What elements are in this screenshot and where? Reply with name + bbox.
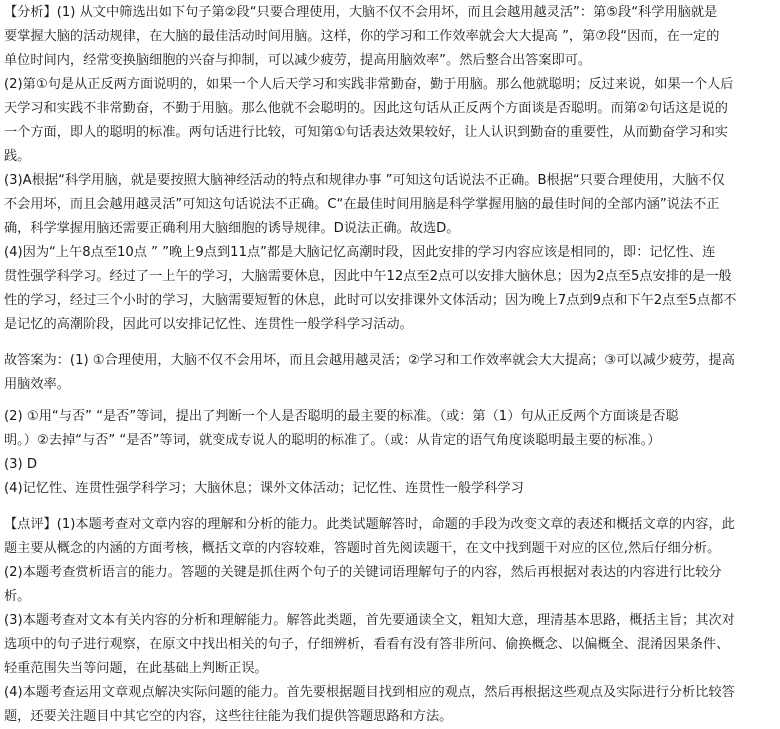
analysis-line: 天学习和实践不非常勤奋，不勤于用脑。那么他就不会聪明的。因此这句话从正反两个方面谈是否聪明。而第②句话这是说的 — [4, 101, 728, 116]
comment-line: 选项中的句子进行观察，在原文中找出相关的句子，仔细辨析，看看有没有答非所问、偷换概念、以偏概全、混淆因果条件、 — [4, 637, 730, 652]
comment-line: 题，还要关注题目中其它空的内容，这些往往能为我们提供答题思路和方法。 — [4, 709, 453, 724]
analysis-line: (2)第①句是从正反两方面说明的，如果一个人后天学习和实践非常勤奋，勤于用脑。那么他就聪明；反过来说，如果一个人后 — [4, 77, 734, 92]
analysis-line: 确，科学掌握用脑还需要正确利用大脑细胞的诱导规律。D说法正确。故选D。 — [4, 221, 460, 236]
analysis-section — [4, 1, 780, 337]
answer-section — [4, 349, 780, 501]
analysis-line: 是记忆的高潮阶段，因此可以安排记忆性、连贯性一般学科学习活动。 — [4, 317, 413, 332]
analysis-line: 一个方面，即人的聪明的标准。两句话进行比较，可知第①句话表达效果较好，让人认识到勤奋的重要性，从而勤奋学习和实 — [4, 125, 728, 140]
analysis-line: 单位时间内，经常变换脑细胞的兴奋与抑制，可以减少疲劳，提高用脑效率”。然后整合出答案即可。 — [4, 53, 592, 68]
analysis-line: 践。 — [4, 149, 31, 164]
analysis-line: 贯性强学科学习。经过了一上午的学习，大脑需要休息，因此中午12点至2点可以安排大脑休息；因为2点至5点安排的是一般 — [4, 269, 732, 284]
comment-line: 【点评】(1)本题考查对文章内容的理解和分析的能力。此类试题解答时，命题的手段为改变文章的表述和概括文章的内容，此 — [4, 517, 735, 532]
analysis-line: 要掌握大脑的活动规律，在大脑的最佳活动时间用脑。这样，你的学习和工作效率就会大大提高 ”，第⑦段“因而，在一定的 — [4, 29, 720, 44]
answer-line: 明。）②去掉“与否” “是否”等词，就变成专说人的聪明的标准了。（或：从肯定的语气角度谈聪明最主要的标准。） — [4, 433, 661, 448]
comment-line: 题主要从概念的内涵的方面考核，概括文章的内容较难，答题时首先阅读题干，在文中找到题干对应的区位,然后仔细分析。 — [4, 541, 721, 556]
analysis-line: 【分析】(1) 从文中筛选出如下句子第②段“只要合理使用，大脑不仅不会用坏，而且会越用越灵活”：第⑤段“科学用脑就是 — [4, 5, 718, 20]
answer-line: (2) ①用“与否” “是否”等词，提出了判断一个人是否聪明的最主要的标准。（或：第（1）句从正反两个方面谈是否聪 — [4, 409, 679, 424]
comment-section — [4, 513, 780, 729]
comment-line: (4)本题考查运用文章观点解决实际问题的能力。首先要根据题目找到相应的观点，然后再根据这些观点及实际进行分析比较答 — [4, 685, 735, 700]
answer-line: 用脑效率。 — [4, 377, 70, 392]
answer-line: (3) D — [4, 457, 38, 472]
analysis-line: (4)因为“上午8点至10点 ” ”晚上9点到11点”都是大脑记忆高潮时段，因此安排的学习内容应该是相同的，即：记忆性、连 — [4, 245, 716, 260]
analysis-line: 性的学习，经过三个小时的学习，大脑需要短暂的休息，此时可以安排课外文体活动；因为晚上7点到9点和下午2点至5点都不 — [4, 293, 737, 308]
comment-line: 析。 — [4, 589, 31, 604]
analysis-line: (3)A根据“科学用脑，就是要按照大脑神经活动的特点和规律办事 ”可知这句话说法不正确。B根据“只要合理使用，大脑不仅 — [4, 173, 725, 188]
comment-line: (3)本题考查对文本有关内容的分析和理解能力。解答此类题，首先要通读全文，粗知大意，理清基本思路，概括主旨；其次对 — [4, 613, 735, 628]
answer-line: 故答案为：(1) ①合理使用，大脑不仅不会用坏，而且会越用越灵活；②学习和工作效率就会大大提高；③可以减少疲劳，提高 — [4, 353, 735, 368]
comment-line: 轻重范围失当等问题，在此基础上判断正误。 — [4, 661, 268, 676]
analysis-line: 不会用坏，而且会越用越灵活”可知这句话说法不正确。C“在最佳时间用脑是科学掌握用脑的最佳时间的全部内涵”说法不正 — [4, 197, 720, 212]
comment-line: (2)本题考查赏析语言的能力。答题的关键是抓住两个句子的关键词语理解句子的内容，然后再根据对表达的内容进行比较分 — [4, 565, 722, 580]
answer-line: (4)记忆性、连贯性强学科学习；大脑休息；课外文体活动；记忆性、连贯性一般学科学习 — [4, 481, 524, 496]
